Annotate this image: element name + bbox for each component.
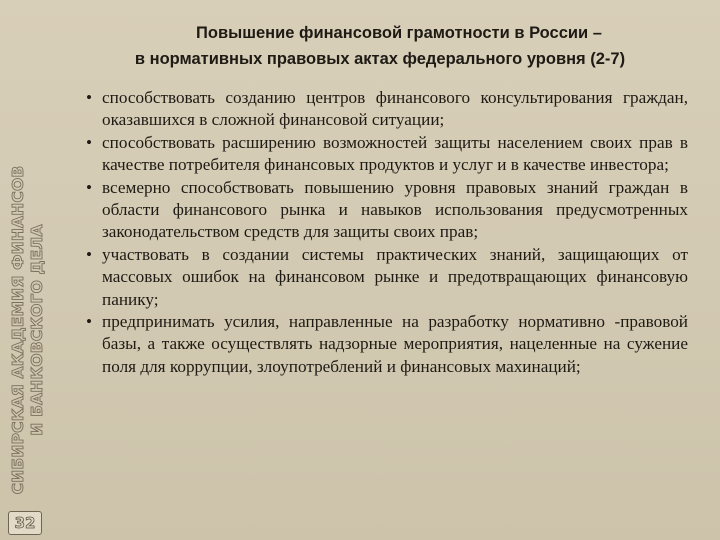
list-item-text: всемерно способствовать повышению уровня правовых знаний граждан в области финансового рынка и навыков использования предусмотренных законодательством средств для защиты своих прав; [102, 177, 688, 242]
bullet-icon: • [86, 88, 93, 107]
list-item [86, 132, 688, 177]
list-item [86, 177, 688, 244]
bullet-list [86, 87, 688, 378]
academy-name-vertical [9, 140, 47, 520]
slide-title-line2: в нормативных правовых актах федерального уровня (2-7) [134, 50, 626, 68]
list-item [86, 244, 688, 311]
slide-title-line1: Повышение финансовой грамотности в России – [196, 24, 602, 42]
list-item [86, 87, 688, 132]
slide-number: 32 [8, 511, 42, 535]
bullet-icon: • [86, 132, 93, 152]
bullet-icon: • [86, 177, 93, 197]
bullet-icon: • [86, 244, 93, 264]
academy-sidebar [0, 0, 56, 540]
slide-title [70, 20, 690, 72]
list-item [86, 311, 688, 378]
list-item-text: способствовать созданию центров финансового консультирования граждан, оказавшихся в сложной финансовой ситуации; [102, 88, 688, 130]
academy-name-line1: СИБИРСКАЯ АКАДЕМИЯ ФИНАНСОВ [9, 165, 27, 495]
list-item-text: участвовать в создании системы практических знаний, защищающих от массовых ошибок на финансовом рынке и предотвращающих финансовую панику; [102, 244, 688, 309]
bullet-icon: • [86, 312, 93, 332]
list-item-text: способствовать расширению возможностей защиты населением своих прав в качестве потребителя финансовых продуктов и услуг и в качестве инвестора; [102, 132, 688, 175]
list-item-text: предпринимать усилия, направленные на разработку нормативно -правовой базы, а также осуществлять надзорные мероприятия, нацеленные на сужение поля для коррупции, злоупотреблений и финансовых махинаций; [102, 312, 688, 376]
academy-name-line2: И БАНКОВСКОГО ДЕЛА [28, 224, 46, 436]
